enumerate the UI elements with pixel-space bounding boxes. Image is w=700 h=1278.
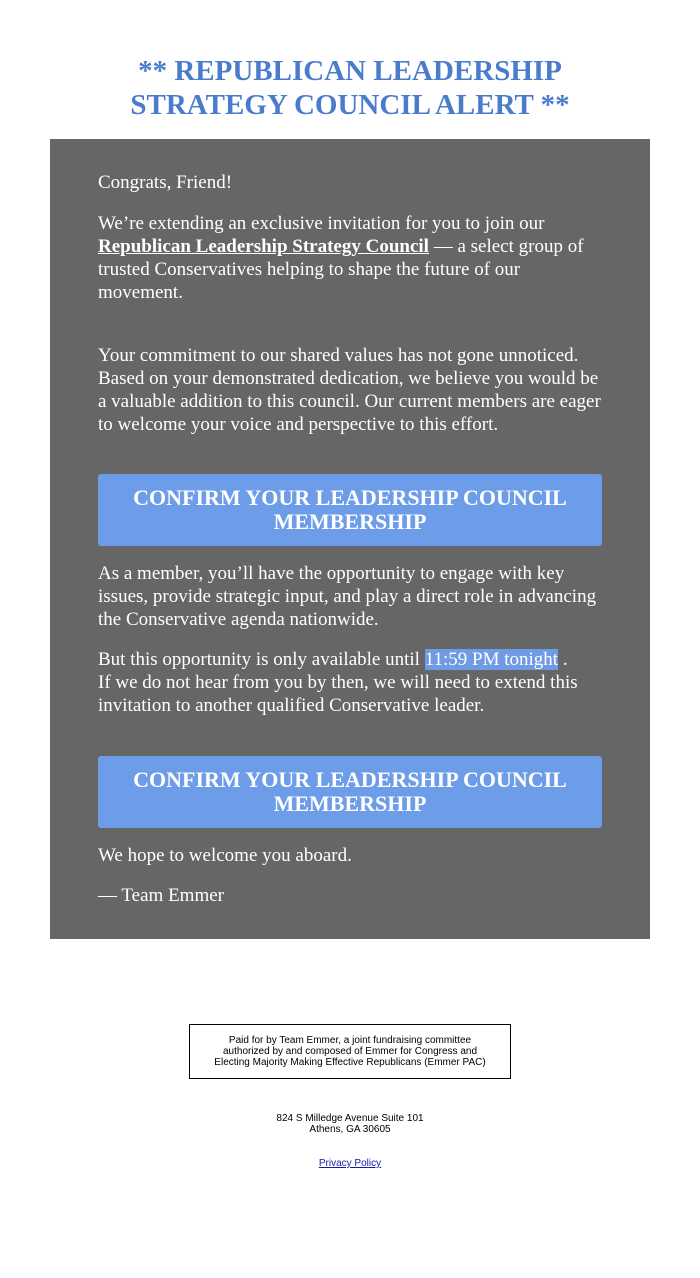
- paid-for-disclaimer: [189, 1024, 511, 1079]
- member-benefits-paragraph: As a member, you’ll have the opportunity to engage with key issues, provide strategic input, and play a direct role in advancing the Conservative agenda nationwide.: [98, 563, 597, 630]
- privacy-policy-link[interactable]: Privacy Policy: [318, 1158, 382, 1169]
- signature-text: — Team Emmer: [98, 885, 225, 906]
- address-line2: Athens, GA 30605: [309, 1124, 391, 1135]
- alert-title: [0, 54, 700, 122]
- commitment-paragraph: Your commitment to our shared values has not gone unnoticed. Based on your demonstrated dedication, we believe you would be a valuable addition to this council. Our current members are eager to welcome your voice and perspective to this effort.: [98, 345, 601, 435]
- deadline-followup: If we do not hear from you by then, we will need to extend this invitation to another qualified Conservative leader.: [98, 672, 578, 716]
- invitation-rest: — a select group of trusted Conservatives helping to shape the future of our movement.: [98, 236, 584, 303]
- invitation-intro: We’re extending an exclusive invitation for you to join our: [98, 213, 545, 234]
- deadline-intro: But this opportunity is only available until: [98, 649, 425, 670]
- deadline-time-highlight: 11:59 PM tonight: [424, 649, 559, 670]
- closing-text: We hope to welcome you aboard.: [98, 845, 352, 866]
- confirm-membership-button-bottom[interactable]: CONFIRM YOUR LEADERSHIP COUNCIL MEMBERSHIP: [98, 756, 602, 828]
- deadline-end: .: [558, 649, 568, 670]
- privacy-section: [0, 1158, 700, 1169]
- message-card: [50, 139, 650, 939]
- mailing-address: [0, 1113, 700, 1135]
- alert-title-line1: ** REPUBLICAN LEADERSHIP: [138, 55, 562, 87]
- disclaimer-line1: Paid for by Team Emmer, a joint fundraising committee: [228, 1035, 472, 1046]
- confirm-membership-button-top[interactable]: CONFIRM YOUR LEADERSHIP COUNCIL MEMBERSHIP: [98, 474, 602, 546]
- greeting-text: Congrats, Friend!: [98, 172, 233, 193]
- disclaimer-line2: authorized by and composed of Emmer for Congress and: [222, 1046, 478, 1057]
- council-name-link[interactable]: Republican Leadership Strategy Council: [98, 236, 429, 257]
- alert-title-line2: STRATEGY COUNCIL ALERT **: [130, 89, 570, 121]
- address-line1: 824 S Milledge Avenue Suite 101: [276, 1113, 424, 1124]
- disclaimer-line3: Electing Majority Making Effective Republicans (Emmer PAC): [214, 1057, 486, 1068]
- invitation-paragraph: [98, 212, 602, 304]
- deadline-paragraph: [98, 648, 602, 717]
